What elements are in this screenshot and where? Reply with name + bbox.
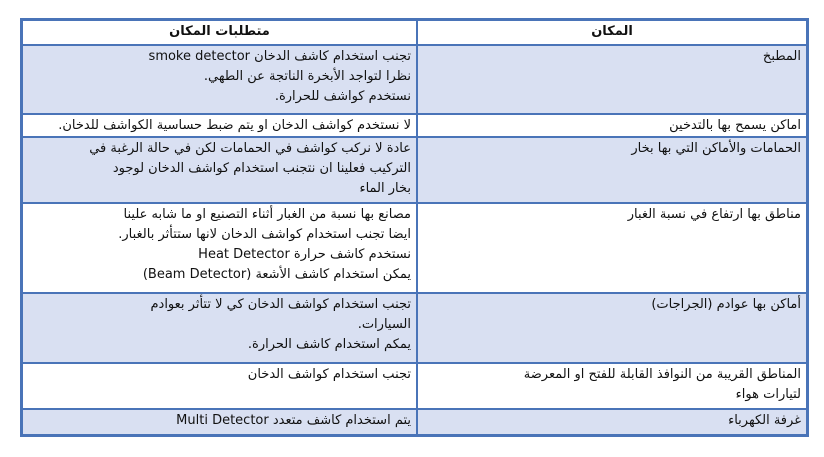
table-row-garages (22, 293, 808, 363)
req-line: نستخدم كواشف للحرارة. (274, 89, 412, 104)
header-place: المكان (417, 20, 807, 46)
req-line: يمكم استخدام كاشف الحرارة. (247, 337, 412, 352)
place-line: اماكن يسمح بها بالتدخين (669, 118, 801, 133)
requirements-cell (22, 203, 418, 293)
req-line: بخار الماء (359, 181, 412, 196)
req-line: تجنب استخدام كواشف الدخان كي لا تتأثر بعوادم (150, 297, 412, 312)
table-row-bathrooms (22, 137, 808, 203)
place-cell (417, 203, 807, 293)
req-line: نظرا لتواجد الأبخرة الناتجة عن الطهي. (203, 69, 412, 84)
table-row-near-windows (22, 363, 808, 409)
place-line: المناطق القريبة من النوافذ القابلة للفتح او المعرضة (523, 367, 801, 382)
requirements-cell (22, 137, 418, 203)
place-cell (417, 409, 807, 435)
req-line: تجنب استخدام كواشف الدخان (247, 367, 412, 382)
req-line: التركيب فعلينا ان نتجنب استخدام كواشف الدخان لوجود (112, 161, 412, 176)
requirements-cell (22, 409, 418, 435)
header-row (22, 20, 808, 46)
requirements-cell (22, 45, 418, 114)
table-row-electrical-room (22, 409, 808, 435)
req-line: لا نستخدم كواشف الدخان او يتم ضبط حساسية الكواشف للدخان. (58, 118, 412, 133)
table-row-dusty-areas (22, 203, 808, 293)
place-cell (417, 363, 807, 409)
requirements-cell (22, 293, 418, 363)
place-cell (417, 137, 807, 203)
place-cell (417, 293, 807, 363)
table-row-smoking-areas (22, 114, 808, 137)
place-line: الحمامات والأماكن التي بها بخار (631, 141, 801, 156)
place-line: مناطق بها ارتفاع في نسبة الغبار (627, 207, 801, 222)
place-line: المطبخ (762, 49, 801, 64)
req-line: السيارات. (357, 317, 412, 332)
place-line: أماكن بها عوادم (الجراجات) (651, 297, 801, 312)
req-line: يتم استخدام كاشف متعدد Multi Detector (176, 413, 412, 428)
req-line: ايضا تجنب استخدام كواشف الدخان لانها ستتأثر بالغبار. (118, 227, 412, 242)
header-requirements: متطلبات المكان (22, 20, 418, 46)
req-line: عادة لا نركب كواشف في الحمامات لكن في حالة الرغبة في (89, 141, 412, 156)
requirements-cell (22, 114, 418, 137)
req-line: نستخدم كاشف حرارة Heat Detector (198, 247, 412, 262)
table-row-kitchen (22, 45, 808, 114)
place-line: غرفة الكهرباء (728, 413, 801, 428)
req-line: يمكن استخدام كاشف الأشعة (Beam Detector) (142, 267, 412, 282)
req-line: مصانع بها نسبة من الغبار أثناء التصنيع او ما شابه علينا (123, 207, 412, 222)
requirements-cell (22, 363, 418, 409)
req-line: تجنب استخدام كاشف الدخان smoke detector (148, 49, 412, 64)
place-cell (417, 45, 807, 114)
detector-requirements-table (20, 18, 809, 437)
place-cell (417, 114, 807, 137)
place-line: لتيارات هواء (735, 387, 801, 402)
